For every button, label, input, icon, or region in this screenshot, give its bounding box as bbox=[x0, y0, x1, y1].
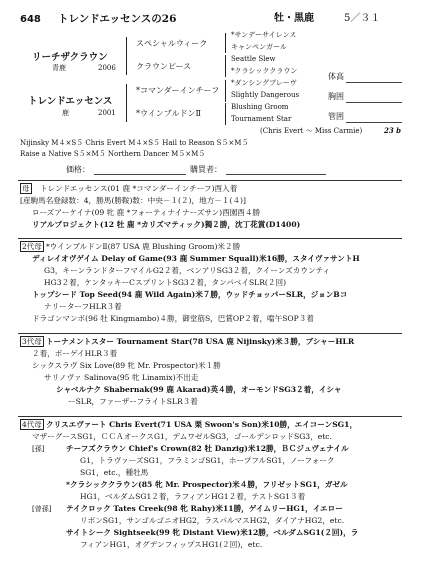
dam-line: リアルプロジェクト(12 牡 鹿 *カリズマティック)獨２勝，沈丁花賞(D1400) bbox=[32, 220, 301, 229]
dam-year: 2001 bbox=[98, 109, 116, 117]
horse-title: トレンドエッセンスの26 bbox=[58, 13, 177, 25]
second-line: ディレイオヴゲイム Delay of Game(93 鹿 Summer Squall)米16勝，スタイヴァサントH bbox=[32, 254, 360, 263]
sire-dam-sire: Seattle Slew bbox=[231, 55, 276, 63]
price-blank bbox=[94, 174, 186, 175]
fourth-line: HG1，ベルダムSG1２着，ラフィアンHG1２着，テストSG1３着 bbox=[80, 492, 306, 501]
lot-number: 648 bbox=[20, 14, 41, 25]
third-line: シャベルナク Shabernak(99 鹿 Akarad)英４勝，オーモンドSG3２着，イシャ bbox=[56, 385, 342, 394]
buyer-label: 購買者： bbox=[190, 165, 222, 174]
third-line: サリノヴァ Salinova(95 牝 Linamix)不出走 bbox=[44, 373, 199, 382]
cannon-blank bbox=[346, 122, 402, 123]
dam-line: [産駒馬名登録数：4，勝馬(勝鞍)数：中央－１(２)，地方－１(４)] bbox=[20, 196, 246, 205]
fourth-line: フィアンHG1，オグデンフィップスHG1(２回)，etc. bbox=[80, 540, 263, 549]
dam-sire: *コマンダーインチーフ bbox=[136, 86, 220, 95]
fourth-line: クリスエヴァート Chris Evert(71 USA 栗 Swoon's Son)米10勝，エイコーンSG1， bbox=[46, 420, 358, 429]
second-line: HG3２着，ケンタッキーCスプリントSG3２着，タンパベイSLR(２回) bbox=[44, 278, 287, 287]
fourth-line: マザーグースSG1，ＣＣＡオークスG1，デムワゼルSG3，ゴールデンロッドSG3，etc. bbox=[32, 432, 332, 441]
dam-name: トレンドエッセンス bbox=[28, 96, 113, 107]
dam-line: トレンドエッセンス(01 鹿 *コマンダーインチーフ)酉入着 bbox=[40, 184, 238, 193]
height-label: 体高 bbox=[328, 72, 344, 81]
sire-sire: スペシャルウィーク bbox=[136, 39, 208, 48]
buyer-blank bbox=[226, 174, 326, 175]
fourth-line: リボンSG1，サンゴルゴニオHG2，ラスパルマスHG2，ダイアナHG2，etc. bbox=[80, 516, 345, 525]
third-line: トーナメントスター Tournament Star(78 USA 鹿 Nijinsky)米３勝，ブシャーHLR bbox=[46, 337, 355, 346]
dam-color: 鹿 bbox=[62, 109, 69, 117]
second-line: ドラゴンマンボ(96 牡 Kingmambo)４勝，御堂筋S，巴賞OP２着，噹午SOP３着 bbox=[32, 314, 314, 323]
fourth-line: テイクロック Tates Creek(98 牝 Rahy)米11勝，ゲイムリーHG1，イエロー bbox=[66, 504, 343, 513]
dam-line: ローズアーケイナ(09 牝 鹿 *フォーティナイナーズサン)酉園酉４勝 bbox=[32, 208, 261, 217]
section-tag-fourth: 4代母 bbox=[22, 420, 42, 429]
price-label: 価格： bbox=[66, 165, 90, 174]
sire-dam: クラウンピース bbox=[136, 62, 192, 71]
second-line: G3，キーンランドターフマイルG2２着，ベンアリSG3２着，クイーンズカウンティ bbox=[44, 266, 331, 275]
fourth-line: チーフズクラウン Chief's Crown(82 牡 Danzig)米12勝，ＢＣジュヴェナイル bbox=[66, 444, 349, 453]
dam-dam: *ウインブルドンⅡ bbox=[136, 109, 201, 118]
section-tag-third: 3代母 bbox=[22, 337, 42, 346]
dam-dam-dam: Tournament Star bbox=[231, 115, 292, 123]
section-tag-dam: 母 bbox=[22, 184, 30, 193]
third-line: シックスラヴ Six Love(89 牝 Mr. Prospector)米１勝 bbox=[32, 361, 221, 370]
sire-sire-dam: キャンペンガール bbox=[231, 43, 287, 51]
fourth-line: SG1，etc.，種牡馬 bbox=[80, 468, 149, 477]
dam-sire-sire: *ダンシングブレーヴ bbox=[231, 79, 297, 87]
grandchild-label: [孫] bbox=[32, 445, 45, 453]
girth-blank bbox=[346, 102, 402, 103]
sire-color: 青鹿 bbox=[52, 64, 66, 72]
girth-label: 胸囲 bbox=[328, 92, 344, 101]
sex-color: 牡・黒鹿 bbox=[274, 13, 314, 24]
inbreeding-line: Nijinsky M４×S５ Chris Evert M４×S５ Hail to Reason S５×M５ bbox=[20, 139, 249, 147]
family-note: (Chris Evert ～ Miss Carmie) bbox=[260, 127, 363, 135]
sire-dam-dam: *クラシッククラウン bbox=[231, 67, 298, 75]
sire-name: リーチザクラウン bbox=[32, 52, 108, 63]
section-tag-second: 2代母 bbox=[22, 242, 42, 251]
third-line: ーSLR，ファーザーフライトSLR３着 bbox=[68, 397, 198, 406]
second-line: トップシード Top Seed(94 鹿 Wild Again)米７勝，ウッドチョッパーSLR，ジョンBコ bbox=[32, 290, 348, 299]
second-line: *ウインブルドンⅡ(87 USA 鹿 Blushing Groom)米２勝 bbox=[46, 242, 241, 251]
cannon-label: 管囲 bbox=[328, 112, 344, 121]
great-grandchild-label: [曾孫] bbox=[32, 505, 52, 513]
dam-sire-dam: Slightly Dangerous bbox=[231, 91, 300, 99]
family-number: 23 b bbox=[384, 126, 402, 135]
fourth-line: サイトシーク Sightseek(99 牝 Distant View)米12勝，ベルダムSG1(２回)，ラ bbox=[66, 528, 359, 537]
sire-sire-sire: *サンデーサイレンス bbox=[231, 31, 297, 39]
sire-year: 2006 bbox=[98, 64, 116, 72]
fourth-line: G1，トラヴァーズSG1，フラミンゴSG1，ホープフルSG1，ノーフォーク bbox=[80, 456, 335, 465]
inbreeding-line: Raise a Native S５×M５ Northern Dancer M５×M５ bbox=[20, 150, 206, 158]
third-line: ２着，ボーゲイHLR３着 bbox=[32, 349, 118, 358]
dam-dam-sire: Blushing Groom bbox=[231, 103, 289, 111]
fourth-line: *クラシッククラウン(85 牝 Mr. Prospector)米４勝，フリゼットSG1，ガゼル bbox=[66, 480, 348, 489]
birth-date: 5／３１ bbox=[344, 13, 381, 24]
second-line: ナリーターフHLR３着 bbox=[44, 302, 122, 311]
height-blank bbox=[346, 82, 402, 83]
